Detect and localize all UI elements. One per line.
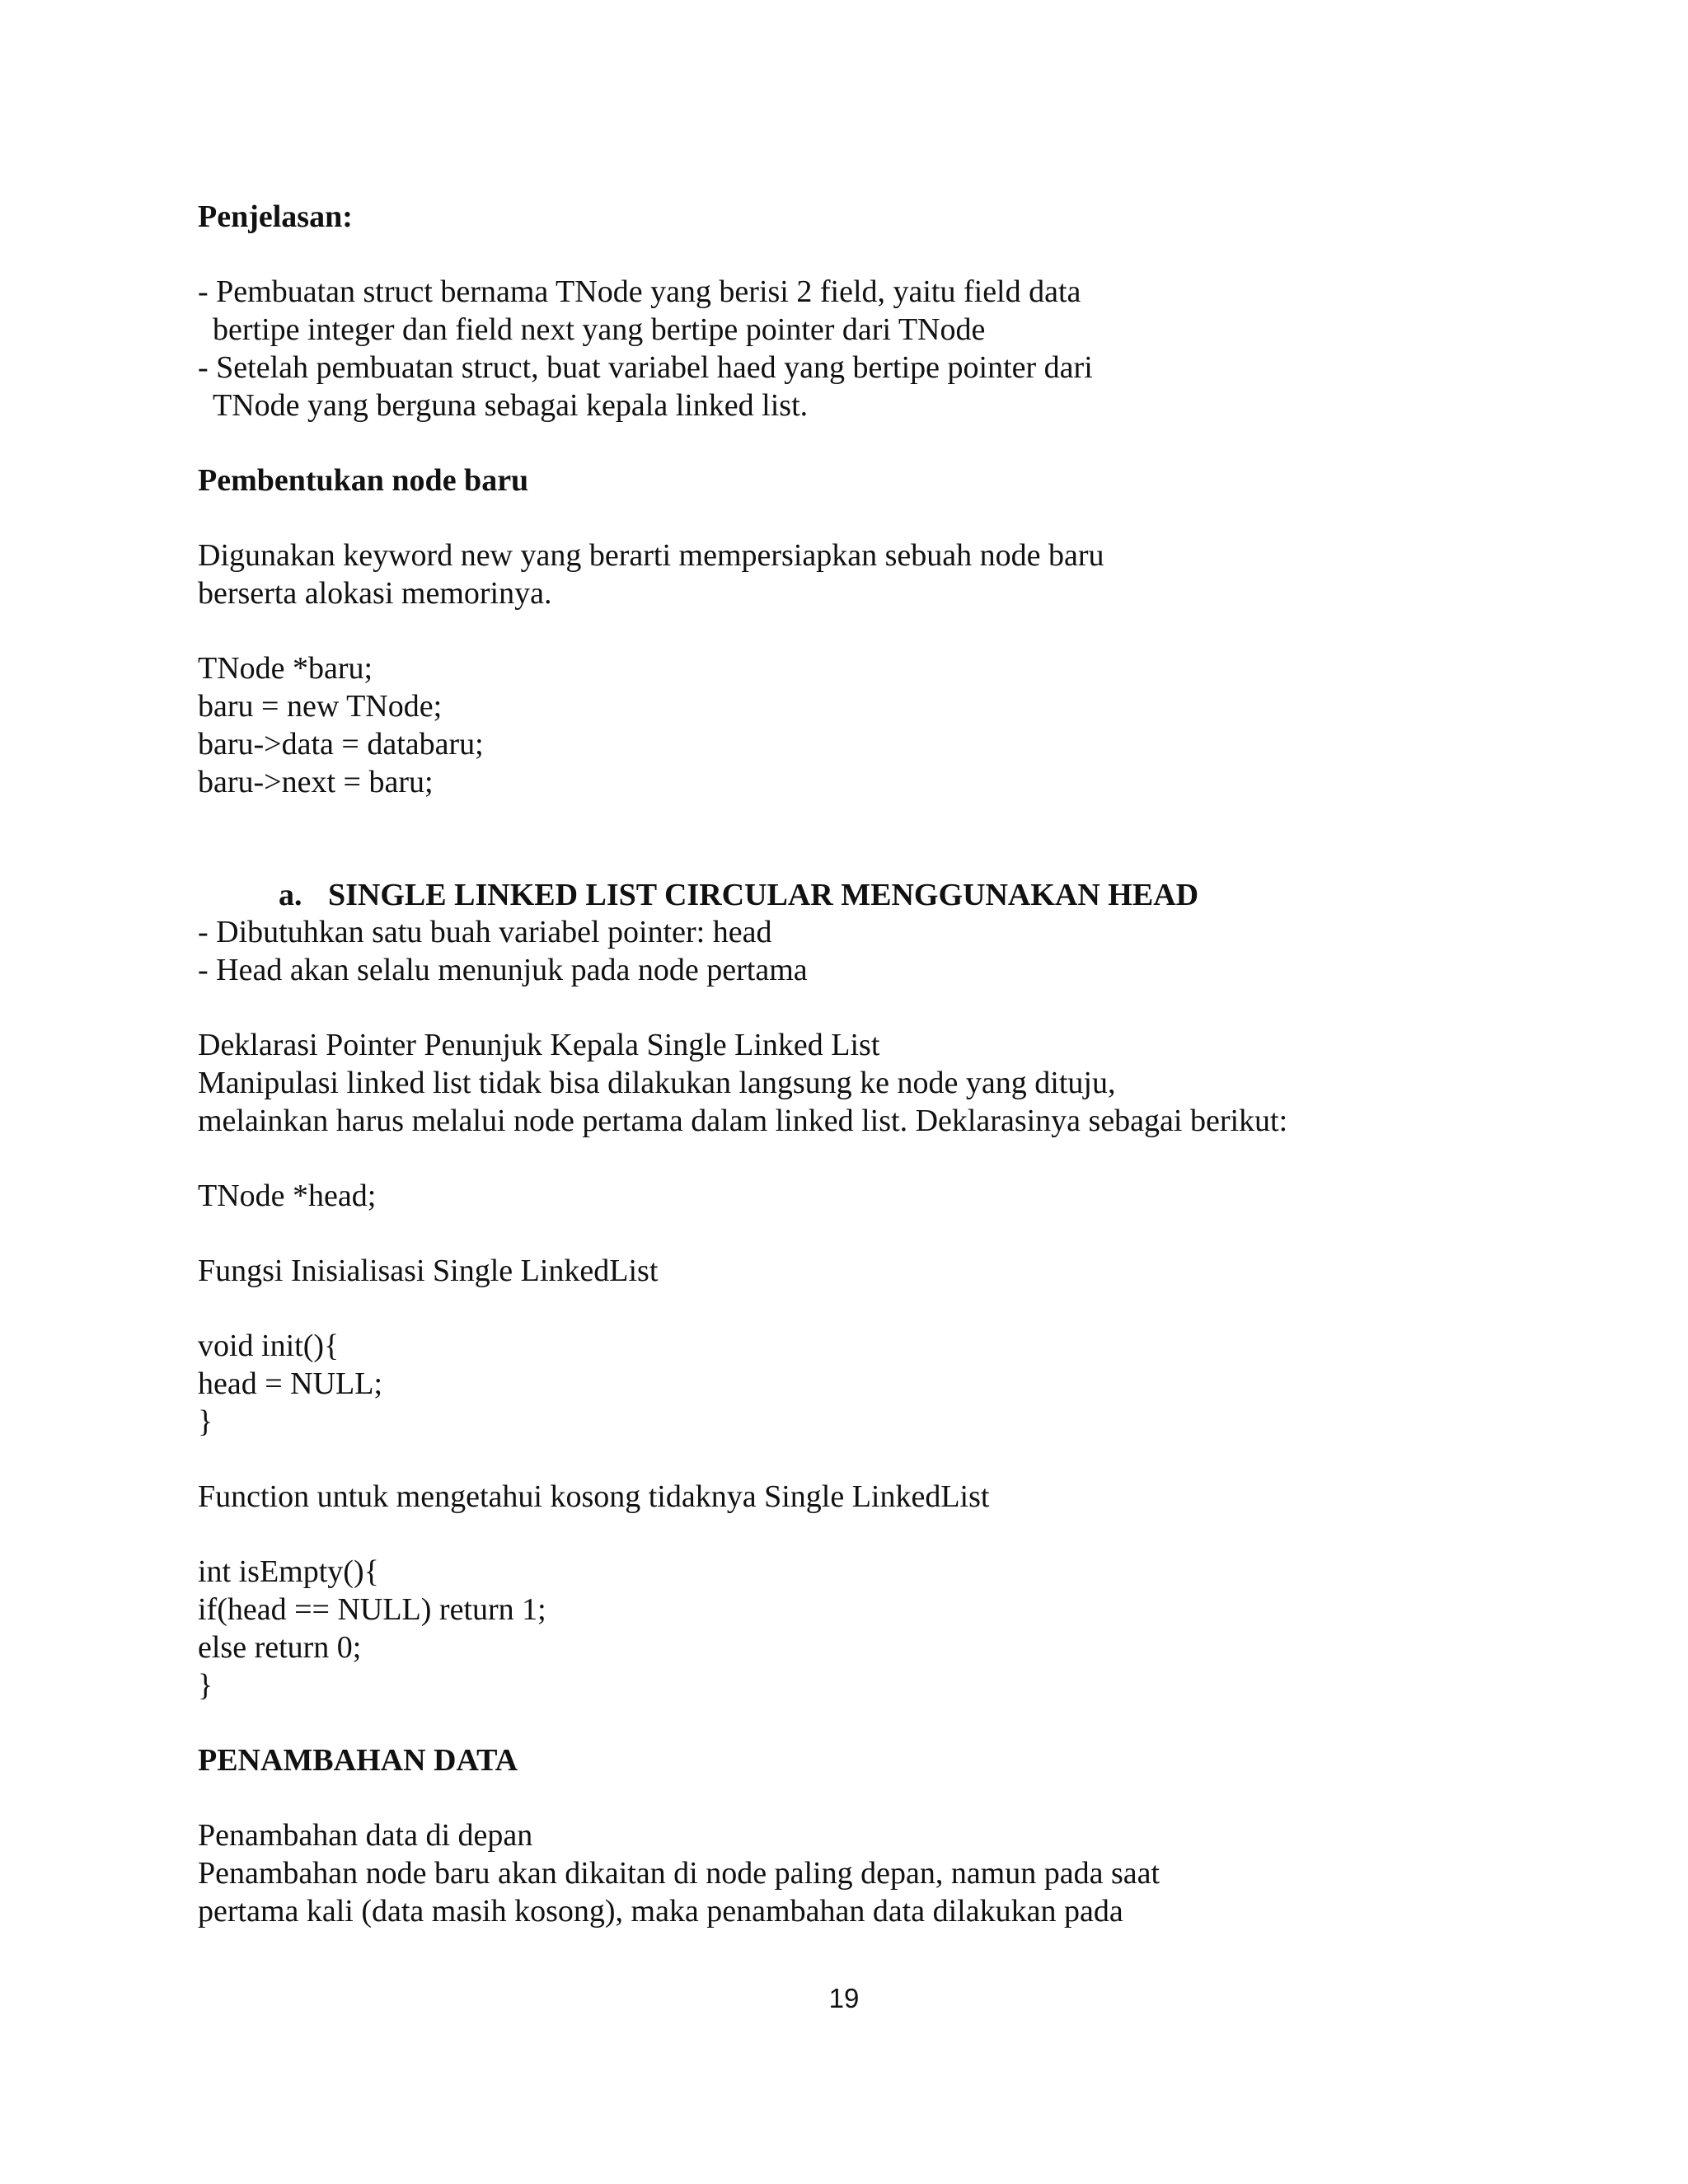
- penambahan-text-line-2: pertama kali (data masih kosong), maka penambahan data dilakukan pada: [198, 1894, 1123, 1929]
- section-a-marker: a.: [279, 878, 302, 912]
- deklarasi-title: Deklarasi Pointer Penunjuk Kepala Single Linked List: [198, 1028, 880, 1062]
- code-line: if(head == NULL) return 1;: [198, 1592, 546, 1627]
- penambahan-heading: PENAMBAHAN DATA: [198, 1743, 518, 1778]
- deklarasi-text-line-1: Manipulasi linked list tidak bisa dilakukan langsung ke node yang dituju,: [198, 1066, 1116, 1100]
- page-number: 19: [828, 1983, 860, 2013]
- section-a-title: SINGLE LINKED LIST CIRCULAR MENGGUNAKAN HEAD: [328, 878, 1199, 912]
- init-title: Fungsi Inisialisasi Single LinkedList: [198, 1254, 659, 1288]
- code-line: }: [198, 1668, 213, 1703]
- penjelasan-bullet-1-line-2: bertipe integer dan field next yang bertipe pointer dari TNode: [213, 312, 986, 347]
- code-line: baru->next = baru;: [198, 765, 434, 799]
- penambahan-subtitle: Penambahan data di depan: [198, 1818, 533, 1853]
- penjelasan-bullet-2-line-1: - Setelah pembuatan struct, buat variabel haed yang bertipe pointer dari: [198, 350, 1093, 385]
- code-line: baru->data = databaru;: [198, 727, 484, 762]
- deklarasi-text-line-2: melainkan harus melalui node pertama dalam linked list. Deklarasinya sebagai berikut:: [198, 1104, 1288, 1138]
- penambahan-text-line-1: Penambahan node baru akan dikaitan di node paling depan, namun pada saat: [198, 1856, 1160, 1891]
- code-line: baru = new TNode;: [198, 689, 443, 724]
- code-line: void init(){: [198, 1329, 340, 1363]
- pembentukan-heading: Pembentukan node baru: [198, 463, 529, 498]
- section-a-bullet: - Head akan selalu menunjuk pada node pertama: [198, 953, 808, 987]
- code-line: head = NULL;: [198, 1366, 383, 1401]
- section-a-bullet: - Dibutuhkan satu buah variabel pointer: head: [198, 915, 772, 949]
- code-line: else return 0;: [198, 1630, 362, 1665]
- code-line: }: [198, 1404, 213, 1439]
- code-line: TNode *baru;: [198, 651, 373, 686]
- penjelasan-bullet-2-line-2: TNode yang berguna sebagai kepala linked list.: [213, 388, 809, 423]
- penjelasan-heading: Penjelasan:: [198, 199, 353, 234]
- penjelasan-bullet-1-line-1: - Pembuatan struct bernama TNode yang berisi 2 field, yaitu field data: [198, 274, 1081, 309]
- isempty-title: Function untuk mengetahui kosong tidaknya Single LinkedList: [198, 1479, 990, 1514]
- pembentukan-text-line-2: berserta alokasi memorinya.: [198, 576, 552, 611]
- pembentukan-text-line-1: Digunakan keyword new yang berarti mempersiapkan sebuah node baru: [198, 538, 1104, 573]
- deklarasi-code: TNode *head;: [198, 1179, 377, 1213]
- code-line: int isEmpty(){: [198, 1554, 379, 1589]
